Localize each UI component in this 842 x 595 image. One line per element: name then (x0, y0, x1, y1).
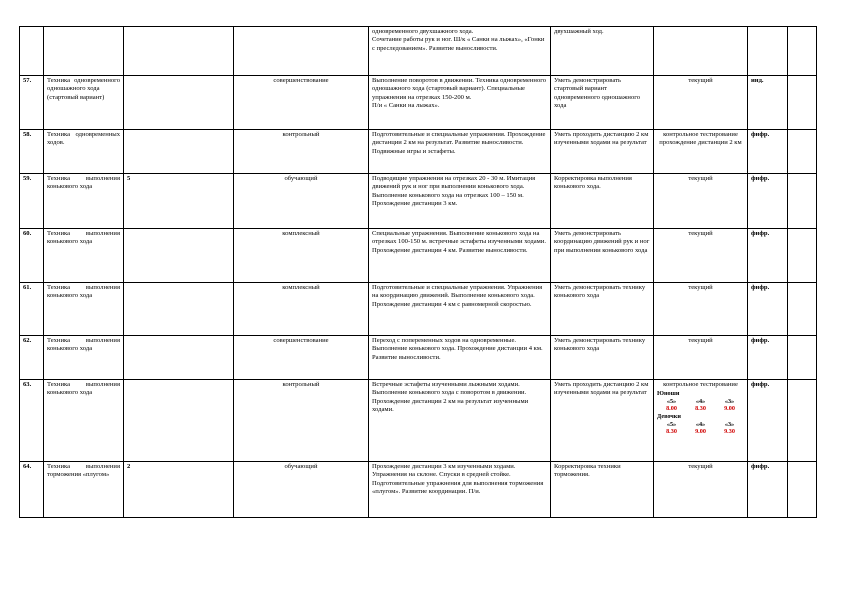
lesson-content: Подготовительные и специальные упражнения. Прохождение дистанции 2 км на результат. Развитие выносливости. Подвижные игры и эстафеты. (369, 130, 551, 174)
lesson-type: обучающий (234, 462, 369, 518)
lesson-number: 59. (20, 174, 44, 229)
activity-characteristic: Уметь проходить дистанцию 2 км изученными ходами на результат (551, 380, 654, 462)
control-form: фнфр. (748, 380, 788, 462)
control-form: фнфр. (748, 229, 788, 283)
lesson-type: обучающий (234, 174, 369, 229)
empty-cell (788, 76, 817, 130)
control-form: фнфр. (748, 130, 788, 174)
boys-grades (657, 398, 744, 413)
table-row (20, 380, 817, 462)
empty-cell (20, 27, 44, 76)
table-row (20, 27, 817, 76)
norm-value: 9.00 (724, 405, 735, 413)
girls-label: Девочки (657, 413, 681, 421)
activity-characteristic: Корректировка техники торможения. (551, 462, 654, 518)
lesson-content: одновременного двухшажного хода. Сочетание работы рук и ног. Ш/к « Санки на лыжах», «Гонки с преследованием». Развитие выносливости. (369, 27, 551, 76)
lesson-type: комплексный (234, 229, 369, 283)
lesson-topic: Техника выполнения конькового хода (44, 229, 124, 283)
control-type: текущий (654, 462, 748, 518)
lesson-topic: Техника одновременного одношажного хода (стартовый вариант) (44, 76, 124, 130)
lesson-content: Встречные эстафеты изученными лыжными ходами. Выполнение конькового хода с поворотом в движении. Прохождение дистанции 2 км на результат изученными ходами. (369, 380, 551, 462)
empty-cell (788, 130, 817, 174)
table-row (20, 174, 817, 229)
grade-label: «5» (666, 397, 677, 405)
lesson-topic: Техника выполнения конькового хода (44, 380, 124, 462)
norm-value: 9.30 (724, 428, 735, 436)
lesson-type: контрольный (234, 130, 369, 174)
lesson-topic: Техника выполнения конькового хода (44, 283, 124, 336)
control-type: контрольное тестирование (663, 381, 738, 388)
lesson-content: Подводящие упражнения на отрезках 20 - 30 м. Имитация движений рук и ног при выполнении конькового хода. Выполнение конькового хода на отрезках 100 – 150 м. Прохождение дистанции 3 км. (369, 174, 551, 229)
lesson-content: Выполнение поворотов в движении. Техника одновременного одношажного хода (стартовый вариант). Специальные упражнения на отрезках 150-200 м. П/и « Санки на лыжах». (369, 76, 551, 130)
lesson-hours (124, 76, 234, 130)
lesson-content: Специальные упражнения. Выполнение конькового хода на отрезках 100-150 м. встречные эстафеты изученными ходами. Прохождение дистанции 4 км. Развитие выносливости. (369, 229, 551, 283)
lesson-hours: 2 (124, 462, 234, 518)
activity-characteristic: Корректировка выполнения конькового хода. (551, 174, 654, 229)
table-row (20, 229, 817, 283)
table-row (20, 76, 817, 130)
lesson-hours (124, 380, 234, 462)
lesson-topic: Техника одновременных ходов. (44, 130, 124, 174)
empty-cell (788, 380, 817, 462)
lesson-number: 58. (20, 130, 44, 174)
lesson-number: 57. (20, 76, 44, 130)
activity-characteristic: Уметь проходить дистанцию 2 км изученными ходами на результат (551, 130, 654, 174)
lesson-plan-table (19, 26, 817, 518)
table-row (20, 130, 817, 174)
lesson-topic (124, 27, 234, 76)
lesson-content: Прохождение дистанции 3 км изученными ходами. Упражнения на склоне. Спуски в средней стойке. Подготовительные упражнения для выполнения торможения «плугом». Развитие координации. П/и. (369, 462, 551, 518)
lesson-topic: Техника выполнения конькового хода (44, 174, 124, 229)
activity-characteristic: Уметь демонстрировать стартовый вариант одновременного одношажного хода (551, 76, 654, 130)
norm-value: 8.00 (666, 405, 677, 413)
grade-label: «4» (695, 397, 706, 405)
activity-characteristic: двухшажный ход. (551, 27, 654, 76)
grade-label: «5» (666, 420, 677, 428)
control-type (654, 27, 748, 76)
control-form: инд. (748, 76, 788, 130)
empty-cell (788, 336, 817, 380)
activity-characteristic: Уметь демонстрировать координацию движений рук и ног при выполнении конькового хода (551, 229, 654, 283)
grade-label: «3» (724, 397, 735, 405)
lesson-topic: Техника выполнения торможения «плугом» (44, 462, 124, 518)
control-cell (654, 380, 748, 462)
lesson-type: комплексный (234, 283, 369, 336)
control-type: контрольное тестирование прохождение дистанции 2 км (654, 130, 748, 174)
control-type: текущий (654, 229, 748, 283)
lesson-number: 64. (20, 462, 44, 518)
norm-value: 9.00 (695, 428, 706, 436)
empty-cell (788, 229, 817, 283)
lesson-number: 61. (20, 283, 44, 336)
empty-cell (788, 27, 817, 76)
control-form: фнфр. (748, 336, 788, 380)
lesson-hours (124, 283, 234, 336)
lesson-type: контрольный (234, 380, 369, 462)
grade-label: «3» (724, 420, 735, 428)
control-form: фнфр. (748, 462, 788, 518)
control-form (748, 27, 788, 76)
table-row (20, 462, 817, 518)
boys-label: Юноши (657, 390, 680, 398)
lesson-number: 60. (20, 229, 44, 283)
lesson-hours (124, 336, 234, 380)
empty-cell (788, 462, 817, 518)
control-type: текущий (654, 283, 748, 336)
lesson-topic: Техника выполнения конькового хода (44, 336, 124, 380)
norms-block (657, 390, 744, 436)
activity-characteristic: Уметь демонстрировать технику конькового хода (551, 283, 654, 336)
lesson-hours (124, 229, 234, 283)
control-form: фнфр. (748, 283, 788, 336)
lesson-hours: 5 (124, 174, 234, 229)
lesson-type: совершенствование (234, 76, 369, 130)
lesson-number: 63. (20, 380, 44, 462)
table-row (20, 283, 817, 336)
lesson-content: Подготовительные и специальные упражнения. Упражнения на координацию движений. Выполнение конькового хода. Прохождение дистанции 4 км с равномерной скоростью. (369, 283, 551, 336)
lesson-content: Переход с попеременных ходов на одновременные. Выполнение конькового хода. Прохождение дистанции 4 км. Развитие выносливости. (369, 336, 551, 380)
lesson-number: 62. (20, 336, 44, 380)
lesson-hours (124, 130, 234, 174)
control-type: текущий (654, 336, 748, 380)
table-row (20, 336, 817, 380)
control-form: фнфр. (748, 174, 788, 229)
activity-characteristic: Уметь демонстрировать технику конькового хода (551, 336, 654, 380)
control-type: текущий (654, 174, 748, 229)
empty-cell (788, 283, 817, 336)
lesson-type (234, 27, 369, 76)
empty-cell (788, 174, 817, 229)
grade-label: «4» (695, 420, 706, 428)
lesson-number (44, 27, 124, 76)
norm-value: 8.30 (666, 428, 677, 436)
girls-grades (657, 421, 744, 436)
lesson-type: совершенствование (234, 336, 369, 380)
control-type: текущий (654, 76, 748, 130)
norm-value: 8.30 (695, 405, 706, 413)
